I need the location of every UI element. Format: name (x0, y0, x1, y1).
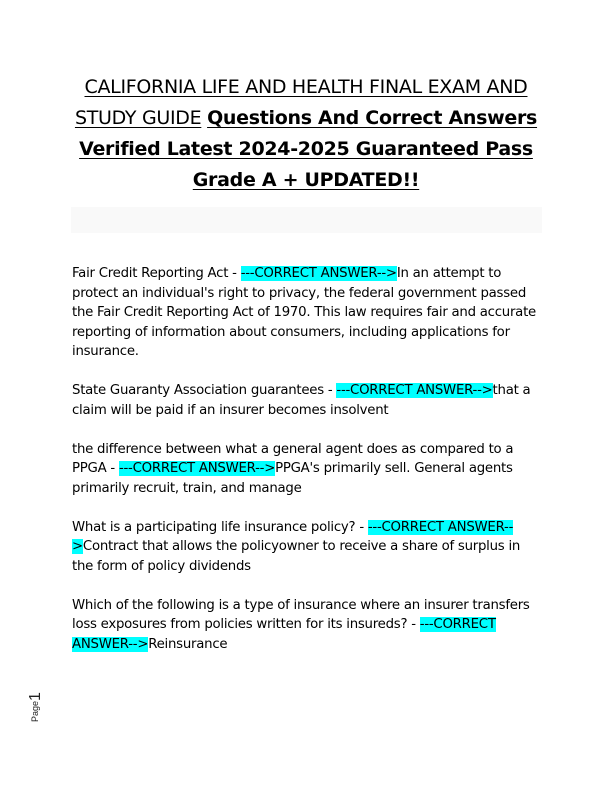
qa-item (72, 596, 542, 655)
page-number: 1 (27, 692, 44, 701)
qa-answer: that a claim will be paid if an insurer becomes insolvent (72, 383, 531, 418)
title-plain-part: CALIFORNIA LIFE AND HEALTH FINAL EXAM AND STUDY GUIDE (74, 76, 528, 129)
document-title (60, 72, 552, 196)
correct-answer-marker: ---CORRECT ANSWER--> (72, 519, 514, 554)
qa-question: What is a participating life insurance policy? - (72, 519, 368, 535)
page-number-label (27, 692, 63, 722)
qa-answer: In an attempt to protect an individual's right to privacy, the federal government passed the Fair Credit Reporting Act of 1970. This law requires fair and accurate reporting of information about consumers, including applications for insurance. (72, 266, 536, 359)
correct-answer-marker: ---CORRECT ANSWER--> (336, 383, 493, 398)
qa-item (72, 264, 542, 362)
page-word: Page (30, 700, 40, 722)
qa-question: Fair Credit Reporting Act - (72, 266, 241, 281)
qa-question: Which of the following is a type of insurance where an insurer transfers loss exposures from policies written for its insureds? - (72, 597, 530, 632)
qa-question: State Guaranty Association guarantees - (72, 383, 337, 398)
qa-answer: Contract that allows the policyowner to receive a share of surplus in the form of policy dividends (72, 539, 521, 574)
correct-answer-marker: ---CORRECT ANSWER--> (72, 617, 496, 652)
correct-answer-marker: ---CORRECT ANSWER--> (118, 461, 276, 476)
qa-list (72, 264, 542, 674)
qa-answer: PPGA's primarily sell. General agents primarily recruit, train, and manage (72, 461, 513, 496)
qa-answer: Reinsurance (148, 636, 228, 652)
qa-item (72, 440, 542, 499)
title-bold-part: Questions And Correct Answers Verified Latest 2024-2025 Guaranteed Pass Grade A + UPDATED!! (79, 107, 538, 191)
qa-item (72, 518, 542, 577)
qa-question: the difference between what a general agent does as compared to a PPGA - (72, 441, 514, 476)
correct-answer-marker: ---CORRECT ANSWER--> (240, 266, 397, 281)
qa-item (72, 381, 542, 420)
title-separator-band (71, 207, 542, 233)
